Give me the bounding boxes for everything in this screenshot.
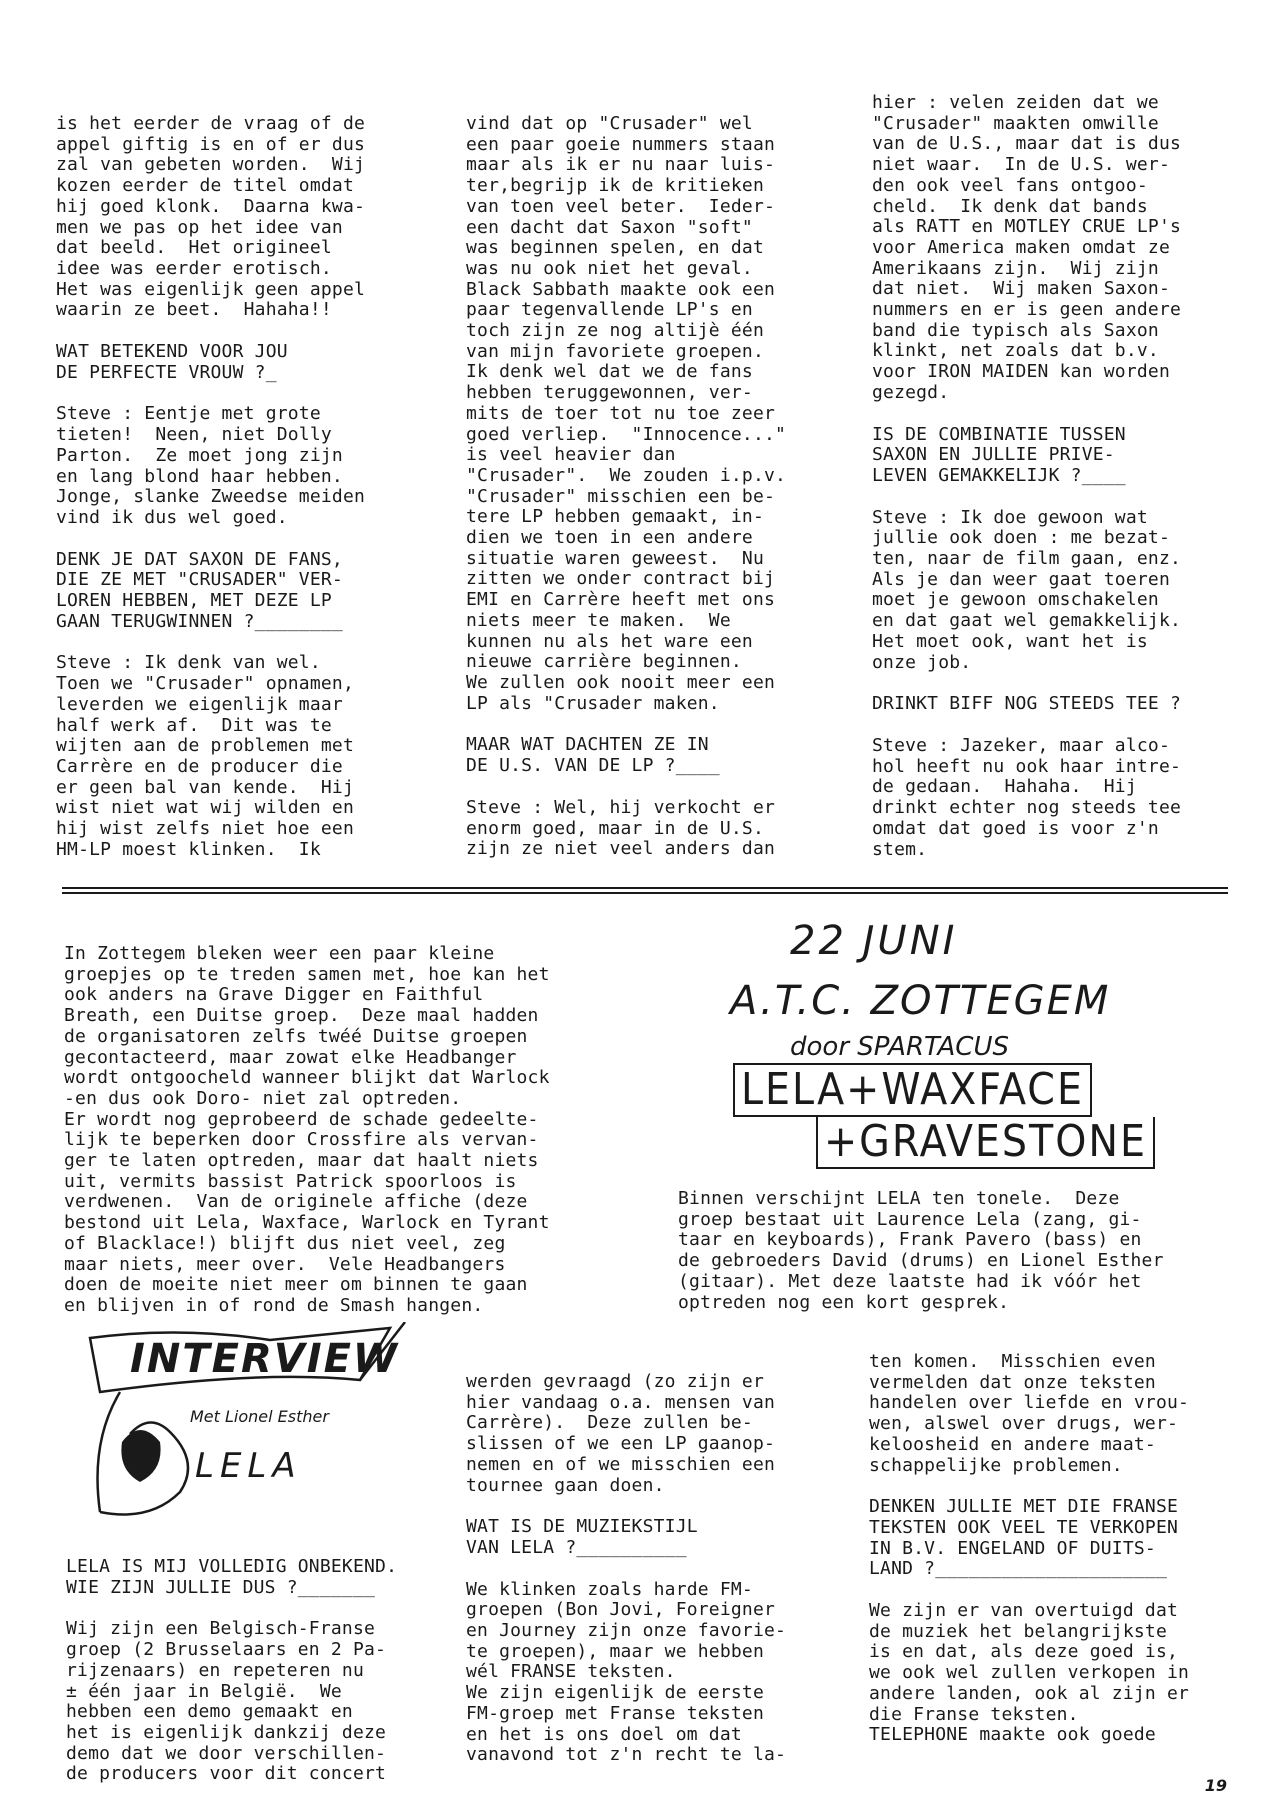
- text-line: stem.: [872, 838, 928, 860]
- text-line: lijk te beperken door Crossfire als vervan-: [64, 1129, 539, 1151]
- blank-line: [869, 1580, 1189, 1601]
- text-line: dat beeld. Het origineel: [56, 237, 332, 259]
- text-line: Steve : Ik denk van wel.: [56, 652, 321, 674]
- text-line: "Crusader" misschien een be-: [466, 485, 776, 507]
- text-line: toch zijn ze nog altijè één: [466, 320, 764, 342]
- text-line: Steve : Jazeker, maar alco-: [872, 734, 1170, 756]
- text-line: verdwenen. Van de originele affiche (deze: [64, 1191, 528, 1213]
- text-line: vermelden dat onze teksten: [869, 1371, 1156, 1393]
- text-line: handelen over liefde en vrou-: [869, 1392, 1190, 1414]
- text-line: goed verliep. "Innocence...": [466, 423, 787, 445]
- text-line: "Crusader". We zouden i.p.v.: [466, 464, 787, 486]
- text-line: kunnen nu als het ware een: [466, 630, 753, 652]
- text-line: vanavond tot z'n recht te la-: [466, 1744, 787, 1766]
- text-line: ter,begrijp ik de kritieken: [466, 175, 764, 197]
- text-line: de organisatoren zelfs twéé Duitse groepen: [64, 1025, 528, 1047]
- text-line: uit, vermits bassist Patrick spoorloos is: [64, 1170, 517, 1192]
- interview-logo: [60, 1322, 420, 1532]
- text-line: een paar goeie nummers staan: [466, 133, 776, 155]
- text-line: en het is ons doel om dat: [466, 1723, 742, 1745]
- text-line: de gebroeders David (drums) en Lionel Esther: [678, 1250, 1164, 1272]
- blank-line: [466, 1559, 786, 1580]
- text-line: er geen bal van kende. Hij: [56, 776, 354, 798]
- text-line: hij wist zelfs niet hoe een: [56, 818, 354, 840]
- text-line: waarin ze beet. Hahaha!!: [56, 299, 332, 321]
- text-line: "Crusader" maakten omwille: [872, 112, 1159, 134]
- text-line: LOREN HEBBEN, MET DEZE LP: [56, 590, 332, 612]
- text-line: Steve : Wel, hij verkocht er: [466, 796, 776, 818]
- text-line: hier : velen zeiden dat we: [872, 92, 1159, 113]
- text-line: als RATT en MOTLEY CRUE LP's: [872, 216, 1182, 238]
- text-line: groepjes op te treden samen met, hoe kan het: [64, 963, 550, 985]
- text-line: WAT IS DE MUZIEKSTIJL: [466, 1516, 698, 1538]
- text-line: DE U.S. VAN DE LP ?____: [466, 755, 720, 777]
- text-line: en lang blond haar hebben.: [56, 465, 343, 487]
- text-line: WAT BETEKEND VOOR JOU: [56, 341, 288, 363]
- text-line: hebben een demo gemaakt en: [66, 1701, 353, 1723]
- text-line: GAAN TERUGWINNEN ?________: [56, 610, 343, 632]
- text-line: Jonge, slanke Zweedse meiden: [56, 486, 366, 508]
- text-line: HM-LP moest klinken. Ik: [56, 838, 321, 860]
- top-column-3: [872, 93, 1181, 860]
- poster-lineup-box-2: +GRAVESTONE: [816, 1117, 1155, 1169]
- text-line: maar niets, meer over. Vele Headbangers: [64, 1253, 506, 1275]
- text-line: dien we toen in een andere: [466, 527, 753, 549]
- text-line: tere LP hebben gemaakt, in-: [466, 506, 764, 528]
- text-line: gecontacteerd, maar zowat elke Headbanger: [64, 1046, 517, 1068]
- text-line: We zullen ook nooit meer een: [466, 671, 776, 693]
- blank-line: [56, 529, 365, 550]
- text-line: EMI en Carrère heeft met ons: [466, 589, 776, 611]
- text-line: enorm goed, maar in de U.S.: [466, 817, 764, 839]
- lela-intro: [678, 1189, 1164, 1313]
- text-line: maar als ik er nu naar luis-: [466, 154, 776, 176]
- text-line: hier vandaag o.a. mensen van: [466, 1391, 776, 1413]
- text-line: te groepen), maar we hebben: [466, 1640, 764, 1662]
- concert-report: [64, 944, 550, 1317]
- blank-line: [466, 1496, 786, 1517]
- text-line: DIE ZE MET "CRUSADER" VER-: [56, 569, 343, 591]
- text-line: appel giftig is en of er dus: [56, 133, 366, 155]
- text-line: Amerikaans zijn. Wij zijn: [872, 257, 1159, 279]
- text-line: en blijven in of rond de Smash hangen.: [64, 1294, 484, 1316]
- text-line: wordt ontgoocheld wanneer blijkt dat Warlock: [64, 1067, 550, 1089]
- text-line: Steve : Ik doe gewoon wat: [872, 506, 1148, 528]
- text-line: VAN LELA ?__________: [466, 1536, 687, 1558]
- text-line: ± één jaar in België. We: [66, 1680, 342, 1702]
- text-line: hij goed klonk. Daarna kwa-: [56, 195, 366, 217]
- text-line: keloosheid en andere maat-: [869, 1433, 1156, 1455]
- interview-logo-title: INTERVIEW: [130, 1336, 400, 1382]
- text-line: de producers voor dit concert: [66, 1763, 387, 1785]
- text-line: ook anders na Grave Digger en Faithful: [64, 984, 484, 1006]
- text-line: kozen eerder de titel omdat: [56, 175, 354, 197]
- text-line: voor IRON MAIDEN kan worden: [872, 361, 1170, 383]
- text-line: werden gevraagd (zo zijn er: [466, 1371, 764, 1392]
- text-line: rijzenaars) en repeteren nu: [66, 1659, 364, 1681]
- hooded-face-icon: [121, 1430, 160, 1482]
- blank-line: [56, 383, 365, 404]
- text-line: nemen en of we misschien een: [466, 1453, 776, 1475]
- text-line: -en dus ook Doro- niet zal optreden.: [64, 1087, 462, 1109]
- text-line: zijn ze niet veel anders dan: [466, 838, 776, 860]
- text-line: vind ik dus wel goed.: [56, 506, 288, 528]
- text-line: de muziek het belangrijkste: [869, 1620, 1167, 1642]
- text-line: groep (2 Brusselaars en 2 Pa-: [66, 1639, 387, 1661]
- text-line: LP als "Crusader maken.: [466, 692, 720, 714]
- text-line: DE PERFECTE VROUW ?_: [56, 361, 277, 383]
- text-line: voor America maken omdat ze: [872, 236, 1170, 258]
- text-line: optreden nog een kort gesprek.: [678, 1291, 1010, 1313]
- text-line: Er wordt nog geprobeerd de schade gedeelte-: [64, 1108, 539, 1130]
- text-line: cheld. Ik denk dat bands: [872, 195, 1148, 217]
- section-divider-top: [62, 887, 1228, 889]
- text-line: Wij zijn een Belgisch-Franse: [66, 1618, 376, 1640]
- text-line: is veel heavier dan: [466, 444, 676, 466]
- text-line: wijten aan de problemen met: [56, 735, 354, 757]
- text-line: We zijn er van overtuigd dat: [869, 1600, 1179, 1622]
- text-line: dat niet. Wij maken Saxon-: [872, 278, 1170, 300]
- text-line: niets meer te maken. We: [466, 609, 731, 631]
- text-line: den ook veel fans ontgoo-: [872, 174, 1148, 196]
- text-line: IN B.V. ENGELAND OF DUITS-: [869, 1537, 1156, 1559]
- text-line: slissen of we een LP gaanop-: [466, 1433, 776, 1455]
- text-line: een dacht dat Saxon "soft": [466, 216, 753, 238]
- text-line: is en dat, als deze goed is,: [869, 1641, 1179, 1663]
- blank-line: [466, 714, 786, 735]
- text-line: MAAR WAT DACHTEN ZE IN: [466, 734, 709, 756]
- text-line: Het was eigenlijk geen appel: [56, 278, 366, 300]
- blank-line: [56, 321, 365, 342]
- text-line: drinkt echter nog steeds tee: [872, 797, 1182, 819]
- blank-line: [872, 673, 1181, 694]
- text-line: SAXON EN JULLIE PRIVE-: [872, 444, 1115, 466]
- text-line: schappelijke problemen.: [869, 1454, 1123, 1476]
- text-line: ten, naar de film gaan, enz.: [872, 548, 1182, 570]
- text-line: van mijn favoriete groepen.: [466, 340, 764, 362]
- text-line: of Blacklace!) blijft dus niet veel, zeg: [64, 1232, 506, 1254]
- text-line: Het moet ook, want het is: [872, 630, 1148, 652]
- text-line: Steve : Eentje met grote: [56, 403, 321, 425]
- text-line: demo dat we door verschillen-: [66, 1742, 387, 1764]
- text-line: half werk af. Dit was te: [56, 714, 332, 736]
- interview-logo-subtitle: Met Lionel Esther: [190, 1407, 329, 1426]
- text-line: men we pas op het idee van: [56, 216, 343, 238]
- text-line: DRINKT BIFF NOG STEEDS TEE ?: [872, 693, 1182, 715]
- text-line: andere landen, ook al zijn er: [869, 1682, 1190, 1704]
- text-line: gezegd.: [872, 381, 950, 403]
- text-line: In Zottegem bleken weer een paar kleine: [64, 943, 495, 964]
- text-line: wél FRANSE teksten.: [466, 1661, 676, 1683]
- text-line: WIE ZIJN JULLIE DUS ?_______: [66, 1576, 376, 1598]
- text-line: en dat gaat wel gemakkelijk.: [872, 610, 1182, 632]
- text-line: hol heeft nu ook haar intre-: [872, 755, 1182, 777]
- text-line: is het eerder de vraag of de: [56, 113, 366, 134]
- text-line: wist niet wat wij wilden en: [56, 797, 354, 819]
- text-line: paar tegenvallende LP's en: [466, 299, 753, 321]
- text-line: het is eigenlijk dankzij deze: [66, 1721, 387, 1743]
- text-line: Carrère). Deze zullen be-: [466, 1412, 753, 1434]
- text-line: was nu ook niet het geval.: [466, 257, 753, 279]
- text-line: jullie ook doen : me bezat-: [872, 527, 1170, 549]
- text-line: tournee gaan doen.: [466, 1474, 665, 1496]
- text-line: groepen (Bon Jovi, Foreigner: [466, 1599, 776, 1621]
- poster-organizer: door SPARTACUS: [790, 1032, 1009, 1062]
- text-line: bestond uit Lela, Waxface, Warlock en Tyrant: [64, 1212, 550, 1234]
- text-line: TELEPHONE maakte ook goede: [869, 1724, 1156, 1746]
- text-line: ten komen. Misschien even: [869, 1351, 1156, 1372]
- text-line: DENKEN JULLIE MET DIE FRANSE: [869, 1496, 1179, 1518]
- text-line: de gedaan. Hahaha. Hij: [872, 776, 1137, 798]
- text-line: idee was eerder erotisch.: [56, 257, 332, 279]
- blank-line: [869, 1476, 1189, 1497]
- text-line: vind dat op "Crusader" wel: [466, 113, 753, 134]
- bottom-column-3: [869, 1352, 1189, 1746]
- blank-line: [466, 777, 786, 798]
- text-line: LEVEN GEMAKKELIJK ?____: [872, 464, 1126, 486]
- poster-date: 22 JUNI: [790, 918, 958, 964]
- blank-line: [56, 632, 365, 653]
- top-column-1: [56, 114, 365, 861]
- text-line: klinkt, net zoals dat b.v.: [872, 340, 1159, 362]
- text-line: en Journey zijn onze favorie-: [466, 1620, 787, 1642]
- poster-lineup-box-1: LELA+WAXFACE: [733, 1063, 1092, 1117]
- text-line: Toen we "Crusader" opnamen,: [56, 673, 354, 695]
- text-line: zitten we onder contract bij: [466, 568, 776, 590]
- page-number: 19: [1204, 1776, 1227, 1795]
- text-line: Als je dan weer gaat toeren: [872, 568, 1170, 590]
- text-line: (gitaar). Met deze laatste had ik vóór het: [678, 1270, 1142, 1292]
- text-line: Breath, een Duitse groep. Deze maal hadden: [64, 1005, 539, 1027]
- text-line: groep bestaat uit Laurence Lela (zang, gi-: [678, 1208, 1142, 1230]
- blank-line: [872, 404, 1181, 425]
- text-line: Black Sabbath maakte ook een: [466, 278, 776, 300]
- text-line: TEKSTEN OOK VEEL TE VERKOPEN: [869, 1516, 1179, 1538]
- blank-line: [66, 1598, 397, 1619]
- text-line: was beginnen spelen, en dat: [466, 237, 764, 259]
- text-line: mits de toer tot nu toe zeer: [466, 402, 776, 424]
- text-line: FM-groep met Franse teksten: [466, 1702, 764, 1724]
- text-line: doen de moeite niet meer om binnen te gaan: [64, 1274, 528, 1296]
- text-line: zal van gebeten worden. Wij: [56, 154, 366, 176]
- top-column-2: [466, 114, 786, 860]
- text-line: leverden we eigenlijk maar: [56, 693, 343, 715]
- text-line: LELA IS MIJ VOLLEDIG ONBEKEND.: [66, 1556, 398, 1577]
- blank-line: [872, 715, 1181, 736]
- text-line: Binnen verschijnt LELA ten tonele. Deze: [678, 1188, 1120, 1209]
- text-line: LAND ?_____________________: [869, 1558, 1167, 1580]
- text-line: situatie waren geweest. Nu: [466, 547, 764, 569]
- text-line: hebben teruggewonnen, ver-: [466, 382, 753, 404]
- text-line: Carrère en de producer die: [56, 755, 343, 777]
- text-line: Parton. Ze moet jong zijn: [56, 444, 343, 466]
- text-line: taar en keyboards), Frank Pavero (bass) en: [678, 1229, 1142, 1251]
- poster-venue: A.T.C. ZOTTEGEM: [730, 978, 1111, 1024]
- blank-line: [872, 487, 1181, 508]
- text-line: van toen veel beter. Ieder-: [466, 195, 776, 217]
- text-line: wen, alswel over drugs, wer-: [869, 1413, 1179, 1435]
- text-line: we ook wel zullen verkopen in: [869, 1662, 1190, 1684]
- text-line: DENK JE DAT SAXON DE FANS,: [56, 548, 343, 570]
- text-line: We klinken zoals harde FM-: [466, 1578, 753, 1600]
- text-line: omdat dat goed is voor z'n: [872, 817, 1159, 839]
- text-line: onze job.: [872, 651, 972, 673]
- text-line: band die typisch als Saxon: [872, 319, 1159, 341]
- text-line: nummers en er is geen andere: [872, 299, 1182, 321]
- bottom-column-2: [466, 1372, 786, 1766]
- text-line: We zijn eigenlijk de eerste: [466, 1682, 764, 1704]
- bottom-column-1: [66, 1557, 397, 1785]
- interview-logo-band: LELA: [195, 1446, 302, 1486]
- text-line: IS DE COMBINATIE TUSSEN: [872, 423, 1126, 445]
- text-line: niet waar. In de U.S. wer-: [872, 154, 1170, 176]
- text-line: van de U.S., maar dat is dus: [872, 133, 1182, 155]
- text-line: nieuwe carrière beginnen.: [466, 651, 742, 673]
- text-line: Ik denk wel dat we de fans: [466, 361, 753, 383]
- text-line: die Franse teksten.: [869, 1703, 1079, 1725]
- text-line: ger te laten optreden, maar dat haalt niets: [64, 1150, 539, 1172]
- section-divider-bottom: [62, 892, 1228, 894]
- text-line: moet je gewoon omschakelen: [872, 589, 1159, 611]
- text-line: tieten! Neen, niet Dolly: [56, 424, 332, 446]
